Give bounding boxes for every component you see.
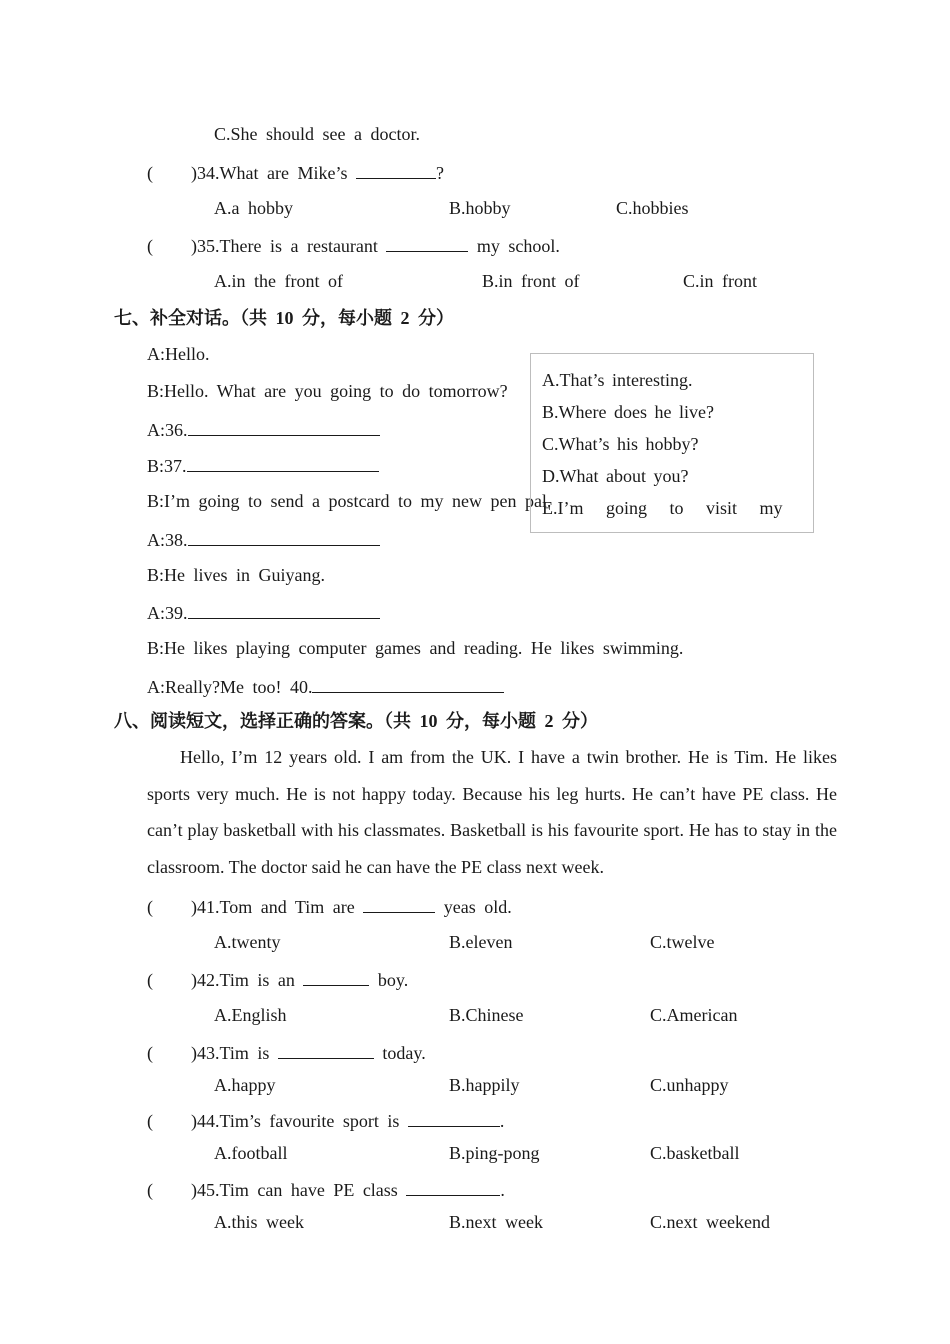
question-41: ( )41.Tom and Tim are yeas old.	[147, 894, 512, 918]
q45-option-c[interactable]: C.next weekend	[650, 1212, 770, 1232]
answer-blank	[356, 160, 436, 179]
section-8-heading: 八、阅读短文，选择正确的答案。（共 10 分，每小题 2 分）	[114, 711, 598, 731]
answer-paren[interactable]: (	[147, 1180, 153, 1200]
answer-blank	[408, 1108, 500, 1127]
answer-paren[interactable]: (	[147, 163, 153, 183]
question-stem: )35.There is a restaurant	[191, 236, 387, 256]
q35-option-c[interactable]: C.in front	[683, 271, 757, 291]
answer-blank-40[interactable]	[312, 674, 504, 693]
dialogue-line-39: A:39.	[147, 600, 380, 624]
answer-blank-36[interactable]	[188, 417, 380, 436]
answer-paren[interactable]: (	[147, 970, 153, 990]
question-44: ( )44.Tim’s favourite sport is .	[147, 1108, 504, 1132]
q43-option-c[interactable]: C.unhappy	[650, 1075, 729, 1095]
answer-blank	[386, 233, 468, 252]
dialogue-line: A:Hello.	[147, 344, 210, 364]
q41-option-c[interactable]: C.twelve	[650, 932, 715, 952]
answer-blank-37[interactable]	[187, 453, 379, 472]
q45-option-a[interactable]: A.this week	[214, 1212, 304, 1232]
q33-option-c: C.She should see a doctor.	[214, 124, 420, 144]
answer-paren[interactable]: (	[147, 236, 153, 256]
answer-blank-39[interactable]	[188, 600, 380, 619]
dialogue-line: B:He lives in Guiyang.	[147, 565, 325, 585]
choice-box	[530, 353, 814, 533]
q35-option-a[interactable]: A.in the front of	[214, 271, 343, 291]
question-34: ( )34.What are Mike’s ?	[147, 160, 444, 184]
q45-option-b[interactable]: B.next week	[449, 1212, 543, 1232]
choice-b: B.Where does he live?	[542, 402, 714, 422]
answer-blank	[303, 967, 369, 986]
q41-option-a[interactable]: A.twenty	[214, 932, 281, 952]
q35-option-b[interactable]: B.in front of	[482, 271, 580, 291]
q34-option-b[interactable]: B.hobby	[449, 198, 511, 218]
q42-option-c[interactable]: C.American	[650, 1005, 738, 1025]
section-7-heading: 七、补全对话。（共 10 分，每小题 2 分）	[114, 308, 454, 328]
question-stem: )34.What are Mike’s	[191, 163, 356, 183]
q43-option-a[interactable]: A.happy	[214, 1075, 276, 1095]
answer-blank-38[interactable]	[188, 527, 380, 546]
choice-e: E.I’m going to visit my	[542, 498, 783, 518]
question-43: ( )43.Tim is today.	[147, 1040, 426, 1064]
q42-option-a[interactable]: A.English	[214, 1005, 287, 1025]
choice-c: C.What’s his hobby?	[542, 434, 699, 454]
dialogue-line-37: B:37.	[147, 453, 379, 477]
dialogue-line: B:He likes playing computer games and reading. He likes swimming.	[147, 638, 684, 658]
answer-blank	[406, 1177, 500, 1196]
q34-option-a[interactable]: A.a hobby	[214, 198, 293, 218]
dialogue-line: B:I’m going to send a postcard to my new pen pal.	[147, 491, 552, 511]
question-45: ( )45.Tim can have PE class .	[147, 1177, 505, 1201]
choice-d: D.What about you?	[542, 466, 689, 486]
q43-option-b[interactable]: B.happily	[449, 1075, 520, 1095]
dialogue-line-40: A:Really?Me too! 40.	[147, 674, 504, 698]
choice-a: A.That’s interesting.	[542, 370, 693, 390]
question-42: ( )42.Tim is an boy.	[147, 967, 408, 991]
q44-option-a[interactable]: A.football	[214, 1143, 288, 1163]
dialogue-line-36: A:36.	[147, 417, 380, 441]
dialogue-line-38: A:38.	[147, 527, 380, 551]
answer-paren[interactable]: (	[147, 897, 153, 917]
answer-blank	[363, 894, 435, 913]
answer-paren[interactable]: (	[147, 1043, 153, 1063]
q44-option-c[interactable]: C.basketball	[650, 1143, 740, 1163]
answer-blank	[278, 1040, 374, 1059]
q41-option-b[interactable]: B.eleven	[449, 932, 513, 952]
answer-paren[interactable]: (	[147, 1111, 153, 1131]
reading-passage: Hello, I’m 12 years old. I am from the UK. I have a twin brother. He is Tim. He likes sports very much. He is not happy today. Because his leg hurts. He can’t have PE class. He can’t play basketball with his classmates. Basketball is his favourite sport. He has to stay in the classroom. The doctor said he can have the PE class next week.	[147, 747, 837, 877]
dialogue-line: B:Hello. What are you going to do tomorrow?	[147, 381, 508, 401]
q34-option-c[interactable]: C.hobbies	[616, 198, 689, 218]
q42-option-b[interactable]: B.Chinese	[449, 1005, 524, 1025]
q44-option-b[interactable]: B.ping-pong	[449, 1143, 540, 1163]
question-35: ( )35.There is a restaurant my school.	[147, 233, 560, 257]
